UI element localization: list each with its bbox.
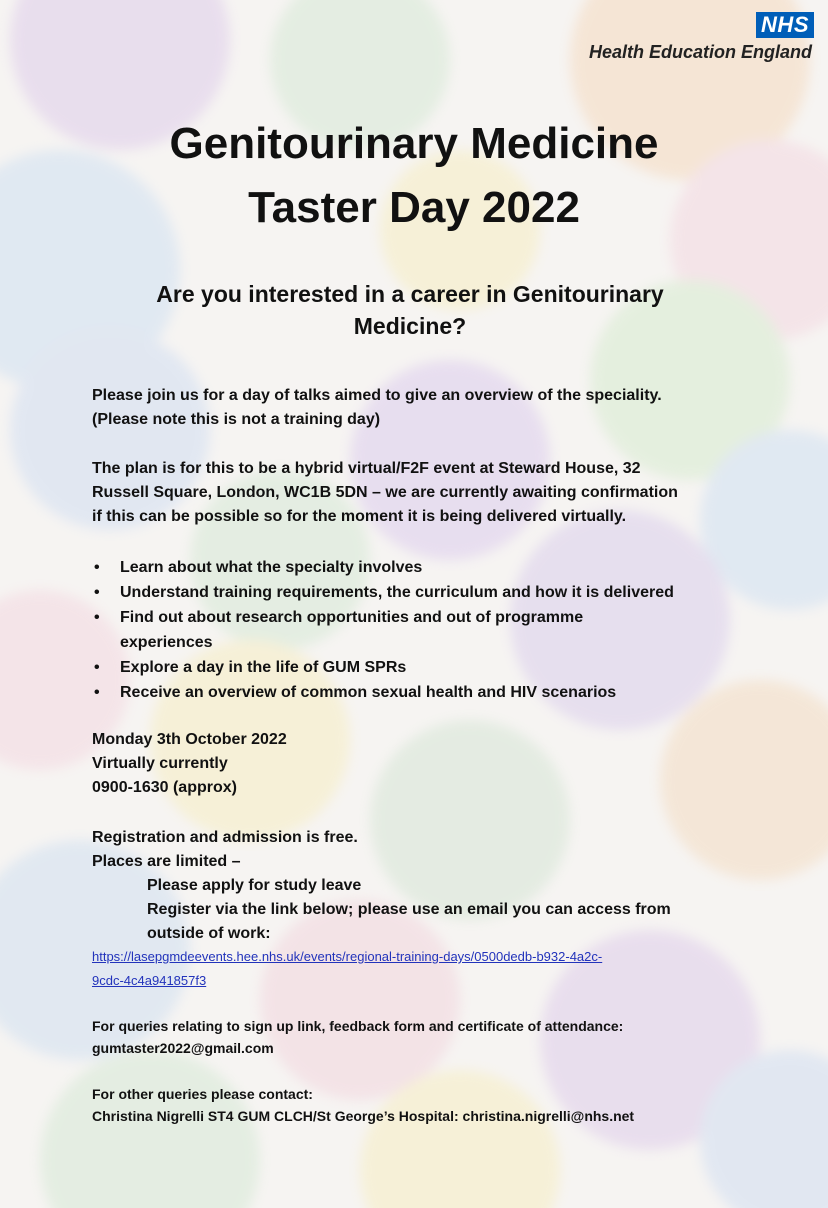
other-contact: Christina Nigrelli ST4 GUM CLCH/St George’s Hospital: christina.nigrelli@nhs.net bbox=[92, 1108, 635, 1124]
other-queries bbox=[92, 1083, 752, 1127]
plan-paragraph bbox=[92, 457, 752, 529]
list-item: • Explore a day in the life of GUM SPRs bbox=[92, 655, 752, 680]
event-details bbox=[92, 728, 752, 800]
register-note-line-2: outside of work: bbox=[147, 925, 271, 942]
registration-free: Registration and admission is free. bbox=[92, 829, 358, 846]
subtitle bbox=[100, 278, 720, 342]
intro-line-2: (Please note this is not a training day) bbox=[92, 411, 381, 428]
list-item: • Understand training requirements, the curriculum and how it is delivered bbox=[92, 580, 752, 605]
places-limited: Places are limited – bbox=[92, 853, 241, 870]
event-location: Virtually currently bbox=[92, 755, 228, 772]
intro-paragraph bbox=[92, 384, 752, 432]
plan-line-3: if this can be possible so for the moment it is being delivered virtually. bbox=[92, 508, 627, 525]
bullet-icon: • bbox=[94, 559, 100, 576]
list-item: • Find out about research opportunities and out of programme experiences bbox=[92, 605, 752, 655]
list-item: • Learn about what the specialty involves bbox=[92, 555, 752, 580]
signup-queries bbox=[92, 1015, 752, 1059]
plan-line-1: The plan is for this to be a hybrid virtual/F2F event at Steward House, 32 bbox=[92, 460, 641, 477]
signup-email: gumtaster2022@gmail.com bbox=[92, 1040, 274, 1056]
organization-name: Health Education England bbox=[588, 42, 812, 62]
plan-line-2: Russell Square, London, WC1B 5DN – we are currently awaiting confirmation bbox=[92, 484, 678, 501]
bullet-icon: • bbox=[94, 684, 100, 701]
registration-link-block bbox=[92, 945, 752, 993]
event-time: 0900-1630 (approx) bbox=[92, 779, 237, 796]
bullet-icon: • bbox=[94, 609, 100, 626]
subtitle-line-2: Medicine? bbox=[353, 313, 467, 339]
registration-info bbox=[92, 826, 752, 946]
page-title bbox=[0, 112, 828, 240]
register-note-line-1: Register via the link below; please use an email you can access from bbox=[147, 901, 671, 918]
registration-link[interactable]: https://lasepgmdeevents.hee.nhs.uk/events/regional-training-days/0500dedb-b932-4a2c- 9cdc-4c4a941857f3 bbox=[92, 949, 603, 988]
title-line-1: Genitourinary Medicine bbox=[169, 119, 659, 168]
signup-queries-label: For queries relating to sign up link, feedback form and certificate of attendance: bbox=[92, 1018, 624, 1034]
list-item: • Receive an overview of common sexual health and HIV scenarios bbox=[92, 680, 752, 705]
study-leave-note: Please apply for study leave bbox=[147, 877, 362, 894]
event-date: Monday 3th October 2022 bbox=[92, 731, 287, 748]
subtitle-line-1: Are you interested in a career in Genitourinary bbox=[156, 281, 664, 307]
other-queries-label: For other queries please contact: bbox=[92, 1086, 313, 1102]
intro-line-1: Please join us for a day of talks aimed to give an overview of the speciality. bbox=[92, 387, 662, 404]
nhs-logo: NHS bbox=[756, 12, 814, 38]
feature-list bbox=[92, 555, 752, 705]
bullet-icon: • bbox=[94, 584, 100, 601]
title-line-2: Taster Day 2022 bbox=[248, 183, 580, 232]
bullet-icon: • bbox=[94, 659, 100, 676]
